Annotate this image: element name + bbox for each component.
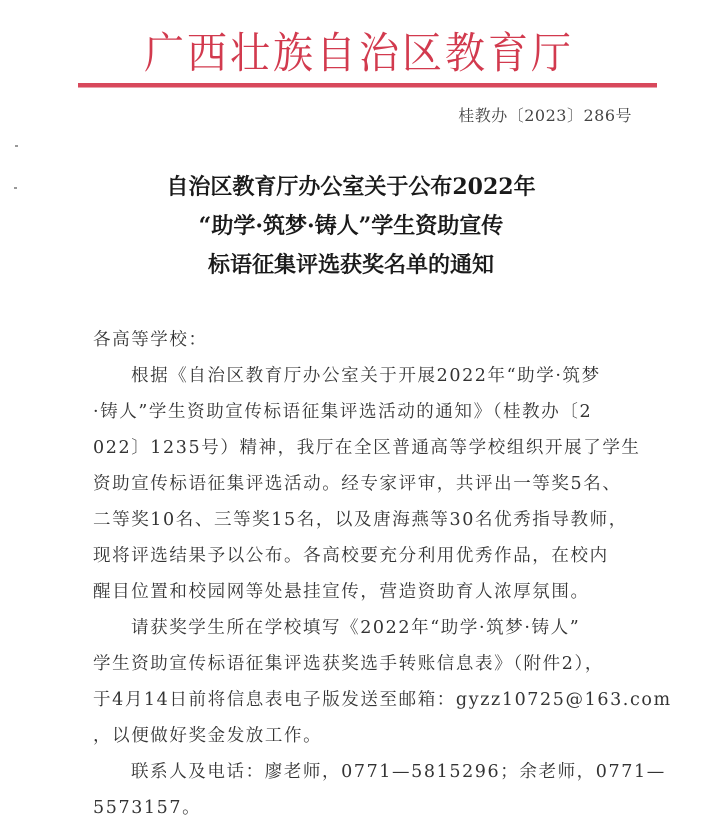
red-header-rule — [78, 83, 657, 88]
title-line: 自治区教育厅办公室关于公布2022年 — [166, 174, 536, 200]
title-line: 标语征集评选获奖名单的通知 — [207, 252, 494, 278]
document-number: 桂教办〔2023〕286号 — [458, 106, 632, 125]
salutation: 各高等学校： — [93, 330, 208, 350]
body-line: ·铸人”学生资助宣传标语征集评选活动的通知》（桂教办〔2 — [93, 402, 593, 422]
agency-name: 广西壮族自治区教育厅 — [144, 29, 574, 79]
body-line: 请获奖学生所在学校填写《2022年“助学·筑梦·铸人” — [131, 618, 581, 638]
contact-line: 5573157。 — [93, 798, 202, 818]
body-line: 根据《自治区教育厅办公室关于开展2022年“助学·筑梦 — [131, 366, 601, 386]
document-title — [0, 168, 702, 285]
document-body — [93, 322, 672, 826]
body-line: 学生资助宣传标语征集评选获奖选手转账信息表》（附件2）， — [93, 654, 604, 674]
body-line: 醒目位置和校园网等处悬挂宣传，营造资助育人浓厚氛围。 — [93, 582, 590, 602]
margin-mark — [15, 145, 18, 147]
body-line: 二等奖10名、三等奖15名，以及唐海燕等30名优秀指导教师， — [93, 510, 628, 530]
body-line: 022〕1235号）精神，我厅在全区普通高等学校组织开展了学生 — [93, 438, 641, 458]
masthead — [0, 30, 702, 78]
email-line: 于4月14日前将信息表电子版发送至邮箱：gyzz10725@163.com — [93, 690, 672, 710]
title-line: “助学·筑梦·铸人”学生资助宣传 — [198, 213, 504, 239]
body-line: 现将评选结果予以公布。各高校要充分利用优秀作品，在校内 — [93, 546, 609, 566]
contact-line: 联系人及电话：廖老师，0771—5815296；余老师，0771— — [131, 762, 666, 782]
body-line: 资助宣传标语征集评选活动。经专家评审，共评出一等奖5名、 — [93, 474, 622, 494]
body-line: ，以便做好奖金发放工作。 — [93, 726, 323, 746]
